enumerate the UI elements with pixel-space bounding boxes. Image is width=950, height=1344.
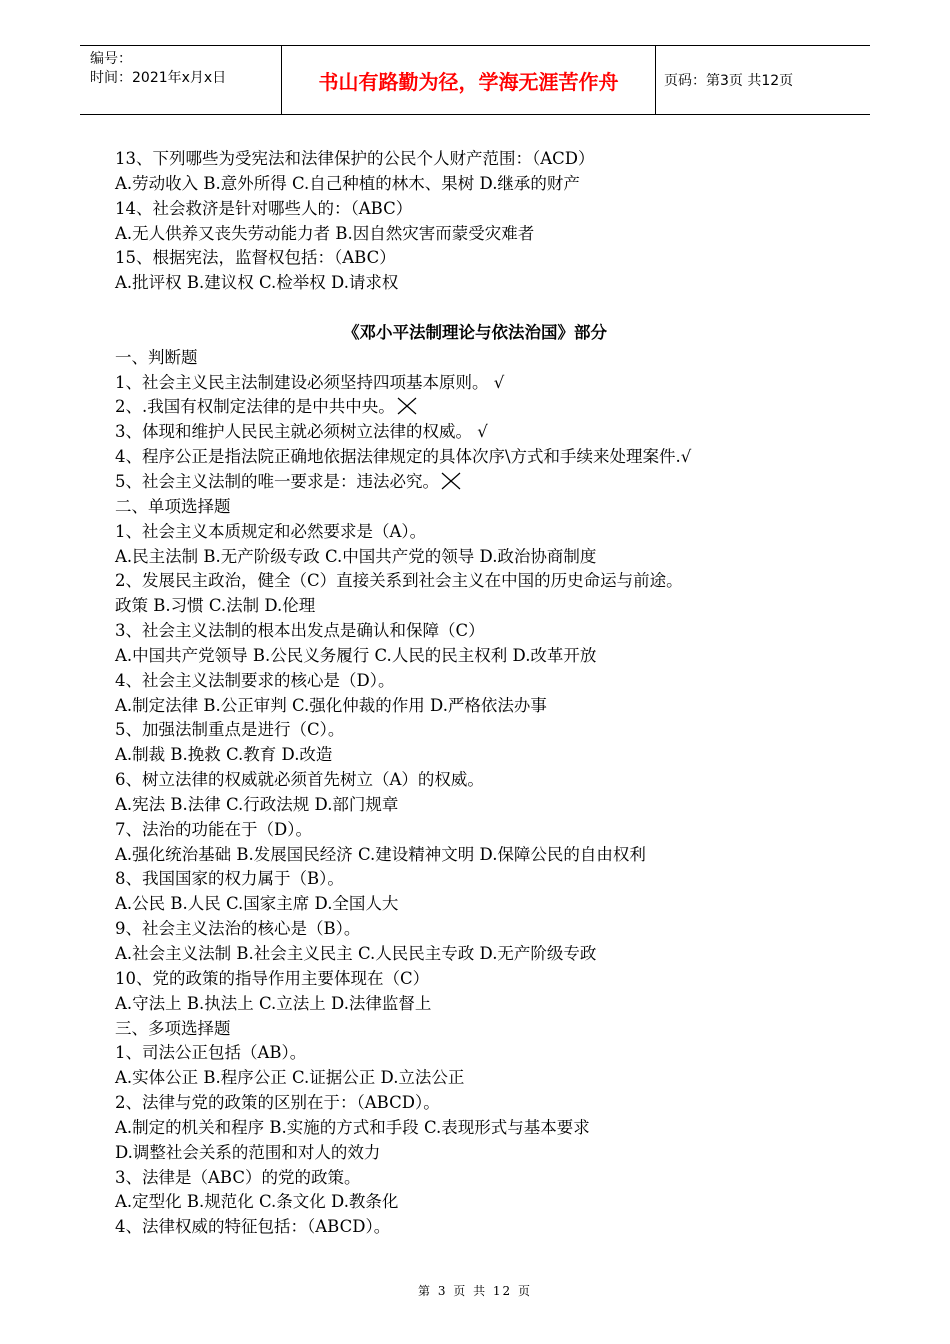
text-line: 15、根据宪法，监督权包括：（ABC）	[115, 248, 396, 268]
text-line: 9、社会主义法治的核心是（B）。	[115, 919, 361, 939]
text-line: 1、司法公正包括（AB）。	[115, 1043, 307, 1063]
text-line: A.宪法 B.法律 C.行政法规 D.部门规章	[115, 794, 399, 814]
section-heading: 二、单项选择题	[115, 496, 231, 516]
header-meta	[80, 46, 281, 114]
text-line: 1、社会主义民主法制建设必须坚持四项基本原则。 √	[115, 372, 505, 392]
text-line: A.强化统治基础 B.发展国民经济 C.建设精神文明 D.保障公民的自由权利	[115, 844, 646, 864]
section-title: 《邓小平法制理论与依法治国》部分	[343, 322, 607, 342]
text-line: 2、.我国有权制定法律的是中共中央。	[115, 397, 395, 417]
text-line: A.实体公正 B.程序公正 C.证据公正 D.立法公正	[115, 1068, 465, 1088]
cross-mark-icon	[441, 472, 461, 490]
text-line: A.中国共产党领导 B.公民义务履行 C.人民的民主权利 D.改革开放	[115, 645, 597, 665]
text-line: A.批评权 B.建议权 C.检举权 D.请求权	[115, 273, 399, 293]
text-line: A.劳动收入 B.意外所得 C.自己种植的林木、果树 D.继承的财产	[115, 173, 580, 193]
text-line: 2、法律与党的政策的区别在于：（ABCD）。	[115, 1093, 440, 1113]
page-header	[80, 45, 870, 115]
section-heading: 三、多项选择题	[115, 1018, 231, 1038]
text-line-with-mark	[115, 470, 835, 495]
text-line: A.公民 B.人民 C.国家主席 D.全国人大	[115, 894, 399, 914]
text-line: 4、程序公正是指法院正确地依据法律规定的具体次序\方式和手续来处理案件.√	[115, 447, 692, 467]
text-line: 政策 B.习惯 C.法制 D.伦理	[115, 596, 316, 616]
header-page-info: 页码：第3页 共12页	[664, 73, 794, 89]
text-line: A.民主法制 B.无产阶级专政 C.中国共产党的领导 D.政治协商制度	[115, 546, 597, 566]
text-line: 3、社会主义法制的根本出发点是确认和保障（C）	[115, 621, 485, 641]
text-line: 5、社会主义法制的唯一要求是：违法必究。	[115, 471, 439, 491]
text-line: 8、我国国家的权力属于（B）。	[115, 869, 344, 889]
document-body	[115, 147, 835, 1240]
text-line: A.制定法律 B.公正审判 C.强化仲裁的作用 D.严格依法办事	[115, 695, 547, 715]
text-line: 1、社会主义本质规定和必然要求是（A）。	[115, 521, 427, 541]
blank-line	[115, 296, 835, 321]
text-line: 6、树立法律的权威就必须首先树立（A）的权威。	[115, 770, 484, 790]
text-line: 4、社会主义法制要求的核心是（D）。	[115, 670, 395, 690]
header-date-label: 时间：2021年x月x日	[90, 70, 227, 86]
section-heading: 一、判断题	[115, 347, 198, 367]
text-line: A.定型化 B.规范化 C.条文化 D.教条化	[115, 1192, 399, 1212]
text-line: 2、发展民主政治，健全（C）直接关系到社会主义在中国的历史命运与前途。	[115, 571, 683, 591]
text-line: 3、法律是（ABC）的党的政策。	[115, 1167, 361, 1187]
cross-mark-icon	[397, 397, 417, 415]
text-line: A.无人供养又丧失劳动能力者 B.因自然灾害而蒙受灾难者	[115, 223, 535, 243]
text-line: 14、社会救济是针对哪些人的：（ABC）	[115, 198, 413, 218]
text-line: A.守法上 B.执法上 C.立法上 D.法律监督上	[115, 993, 432, 1013]
text-line: D.调整社会关系的范围和对人的效力	[115, 1142, 381, 1162]
text-line: 4、法律权威的特征包括：（ABCD）。	[115, 1217, 391, 1237]
text-line: A.制定的机关和程序 B.实施的方式和手段 C.表现形式与基本要求	[115, 1117, 590, 1137]
text-line: 10、党的政策的指导作用主要体现在（C）	[115, 968, 430, 988]
header-number-label: 编号：	[90, 51, 132, 67]
text-line: A.制裁 B.挽救 C.教育 D.改造	[115, 745, 333, 765]
header-motto: 书山有路勤为径，学海无涯苦作舟	[281, 46, 656, 114]
text-line: 13、下列哪些为受宪法和法律保护的公民个人财产范围：（ACD）	[115, 149, 595, 168]
text-line: 3、体现和维护人民民主就必须树立法律的权威。 √	[115, 422, 488, 442]
text-line-with-mark	[115, 395, 835, 420]
text-line: 5、加强法制重点是进行（C）。	[115, 720, 345, 740]
text-line: A.社会主义法制 B.社会主义民主 C.人民民主专政 D.无产阶级专政	[115, 944, 597, 963]
text-line: 7、法治的功能在于（D）。	[115, 819, 312, 839]
page-footer: 第 3 页 共 12 页	[418, 1284, 532, 1298]
